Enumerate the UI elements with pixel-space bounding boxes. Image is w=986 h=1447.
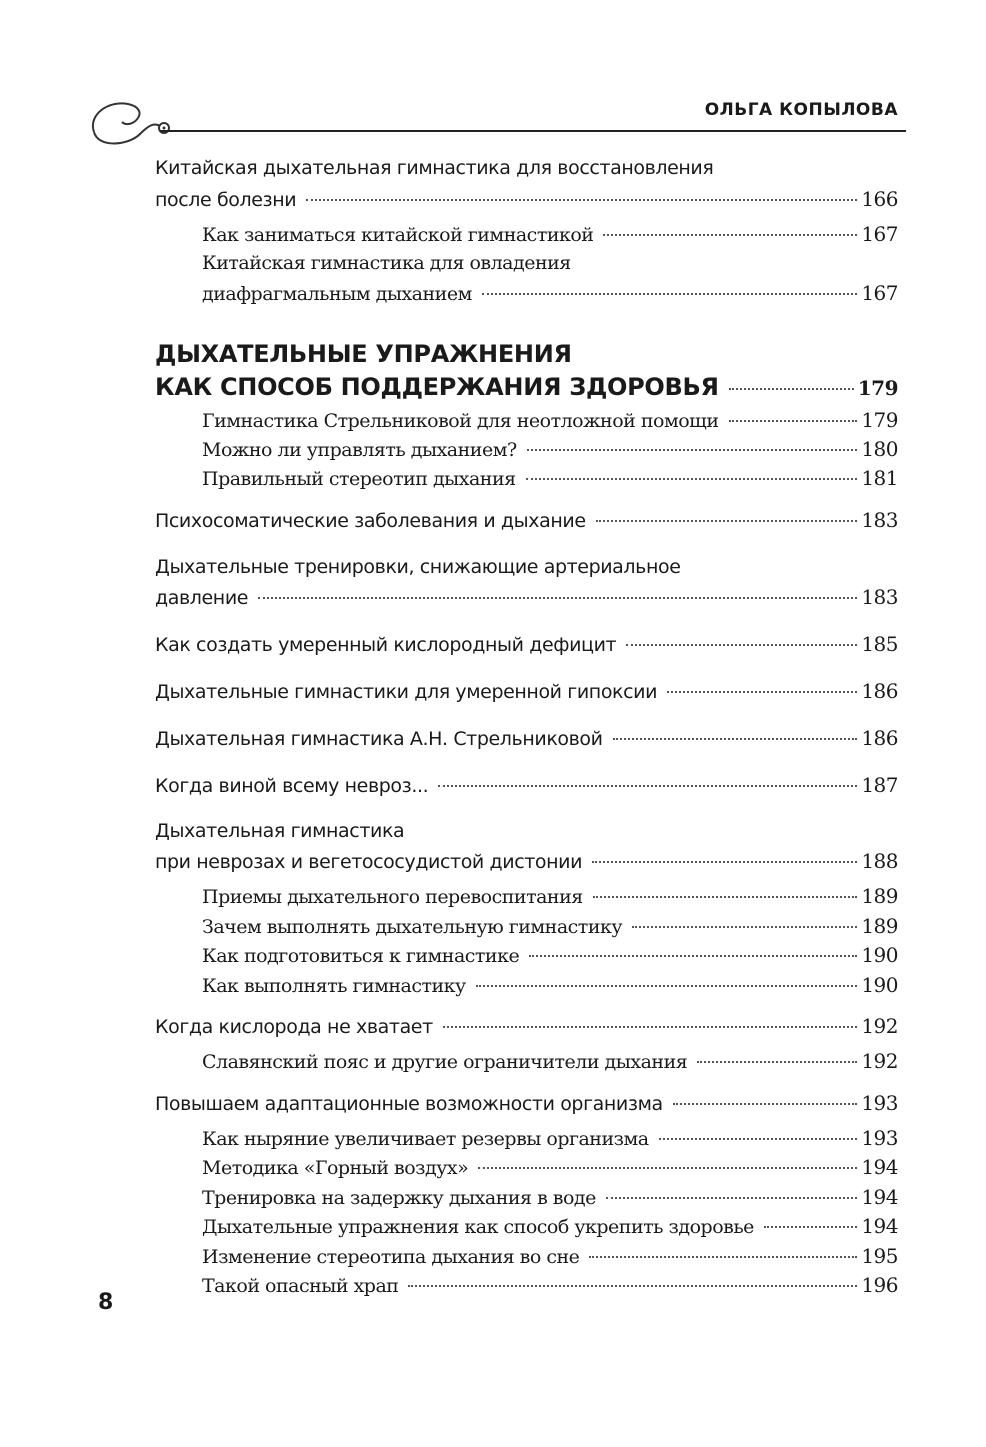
leader-dots	[589, 1256, 857, 1258]
toc-chapter[interactable]	[155, 340, 898, 368]
toc-entry[interactable]	[155, 849, 898, 873]
toc-entry-title: Как ныряние увеличивает резервы организма	[202, 1128, 649, 1150]
toc-entry[interactable]	[155, 585, 898, 609]
toc-entry-title: Психосоматические заболевания и дыхание	[155, 510, 586, 532]
toc-subentry[interactable]	[202, 1126, 898, 1150]
leader-dots	[626, 644, 857, 646]
toc-entry-page: 180	[861, 437, 898, 461]
running-header-author: ОЛЬГА КОПЫЛОВА	[704, 100, 898, 120]
leader-dots	[606, 1197, 857, 1199]
toc-entry-page: 194	[861, 1155, 898, 1179]
leader-dots	[482, 293, 857, 295]
toc-subentry[interactable]	[202, 914, 898, 938]
toc-entry-title: давление	[155, 587, 249, 609]
toc-entry-page: 166	[861, 187, 898, 211]
toc-entry-title: Китайская гимнастика для овладения	[202, 252, 571, 274]
toc-entry-page: 190	[861, 943, 898, 967]
toc-entry-title: диафрагмальным дыханием	[202, 283, 472, 305]
toc-subentry[interactable]	[202, 1214, 898, 1238]
toc-entry[interactable]	[155, 556, 898, 578]
toc-entry[interactable]	[155, 1091, 898, 1115]
leader-dots	[596, 520, 858, 522]
toc-entry[interactable]	[155, 187, 898, 211]
toc-subentry[interactable]	[202, 1049, 898, 1073]
toc-entry-title: Дыхательная гимнастика	[155, 820, 405, 842]
toc-subentry[interactable]	[202, 973, 898, 997]
toc-entry-page: 193	[861, 1126, 898, 1150]
toc-entry-title: Изменение стереотипа дыхания во сне	[202, 1246, 580, 1268]
toc-entry[interactable]	[155, 1014, 898, 1038]
toc-entry-title: Зачем выполнять дыхательную гимнастику	[202, 916, 623, 938]
toc-entry-title: Китайская дыхательная гимнастика для восстановления	[155, 157, 714, 179]
leader-dots	[729, 388, 854, 390]
toc-entry[interactable]	[155, 508, 898, 532]
leader-dots	[603, 234, 857, 236]
toc-entry-page: 187	[861, 773, 898, 797]
stethoscope-icon	[78, 90, 188, 160]
toc-entry[interactable]	[155, 773, 898, 797]
leader-dots	[527, 449, 858, 451]
toc-entry-title: Приемы дыхательного перевоспитания	[202, 886, 583, 908]
toc-chapter-title: ДЫХАТЕЛЬНЫЕ УПРАЖНЕНИЯ	[155, 340, 572, 368]
toc-entry-title: Когда кислорода не хватает	[155, 1016, 433, 1038]
toc-entry-page: 193	[861, 1091, 898, 1115]
toc-subentry[interactable]	[202, 943, 898, 967]
toc-entry-page: 190	[861, 973, 898, 997]
leader-dots	[526, 478, 858, 480]
toc-entry-title: при неврозах и вегетососудистой дистонии	[155, 851, 583, 873]
toc-entry-title: Когда виной всему невроз...	[155, 775, 429, 797]
toc-entry-page: 186	[861, 679, 898, 703]
leader-dots	[613, 738, 858, 740]
toc-entry-title: Повышаем адаптационные возможности организма	[155, 1093, 663, 1115]
toc-subentry[interactable]	[202, 437, 898, 461]
toc-entry-page: 183	[861, 585, 898, 609]
leader-dots	[667, 691, 857, 693]
leader-dots	[476, 985, 858, 987]
toc-entry-title: Можно ли управлять дыханием?	[202, 439, 517, 461]
leader-dots	[529, 955, 857, 957]
toc-entry-title: Дыхательные тренировки, снижающие артериальное	[155, 556, 681, 578]
leader-dots	[659, 1138, 858, 1140]
toc-entry-page: 181	[861, 466, 898, 490]
leader-dots	[764, 1226, 857, 1228]
toc-subentry[interactable]	[202, 281, 898, 305]
toc-subentry[interactable]	[202, 408, 898, 432]
toc-entry-page: 195	[861, 1244, 898, 1268]
toc-entry-page: 188	[861, 849, 898, 873]
toc-subentry[interactable]	[202, 222, 898, 246]
toc-subentry[interactable]	[202, 1244, 898, 1268]
toc-chapter-title: КАК СПОСОБ ПОДДЕРЖАНИЯ ЗДОРОВЬЯ	[155, 373, 719, 401]
toc-entry[interactable]	[155, 157, 898, 179]
toc-entry-page: 179	[857, 376, 898, 400]
leader-dots	[478, 1167, 857, 1169]
leader-dots	[729, 420, 858, 422]
toc-entry-page: 179	[861, 408, 898, 432]
toc-entry-page: 189	[861, 884, 898, 908]
toc-subentry[interactable]	[202, 466, 898, 490]
toc-entry-page: 183	[861, 508, 898, 532]
leader-dots	[408, 1285, 857, 1287]
leader-dots	[443, 1026, 858, 1028]
leader-dots	[438, 785, 857, 787]
toc-entry-title: Как заниматься китайской гимнастикой	[202, 224, 594, 246]
toc-entry-title: Такой опасный храп	[202, 1275, 399, 1297]
toc-subentry[interactable]	[202, 884, 898, 908]
toc-entry-page: 186	[861, 726, 898, 750]
page-number: 8	[98, 1290, 114, 1315]
toc-entry-title: Как создать умеренный кислородный дефицит	[155, 634, 617, 656]
toc-subentry[interactable]	[202, 1273, 898, 1297]
toc-entry-title: Как подготовиться к гимнастике	[202, 945, 520, 967]
toc-entry-page: 185	[861, 632, 898, 656]
toc-entry-page: 167	[861, 281, 898, 305]
leader-dots	[593, 896, 858, 898]
toc-entry[interactable]	[155, 632, 898, 656]
leader-dots	[697, 1061, 857, 1063]
leader-dots	[592, 861, 857, 863]
toc-entry-title: Гимнастика Стрельниковой для неотложной помощи	[202, 410, 719, 432]
leader-dots	[306, 199, 857, 201]
leader-dots	[673, 1103, 858, 1105]
toc-entry-page: 189	[861, 914, 898, 938]
toc-entry-title: Тренировка на задержку дыхания в воде	[202, 1187, 596, 1209]
toc-entry-page: 192	[861, 1014, 898, 1038]
toc-entry-title: Дыхательные гимнастики для умеренной гипоксии	[155, 681, 658, 703]
toc-entry-title: Дыхательные упражнения как способ укрепить здоровье	[202, 1216, 754, 1238]
toc-subentry[interactable]	[202, 1155, 898, 1179]
leader-dots	[258, 597, 857, 599]
toc-entry-title: Как выполнять гимнастику	[202, 975, 466, 997]
header-rule	[160, 130, 906, 132]
toc-entry[interactable]	[155, 726, 898, 750]
toc-chapter[interactable]	[155, 373, 898, 401]
toc-entry-title: Методика «Горный воздух»	[202, 1157, 469, 1179]
toc-entry-title: Славянский пояс и другие ограничители дыхания	[202, 1051, 688, 1073]
toc-entry-page: 192	[861, 1049, 898, 1073]
toc-subentry[interactable]	[202, 252, 898, 274]
toc-entry-page: 194	[861, 1214, 898, 1238]
toc-entry-title: после болезни	[155, 189, 297, 211]
toc-entry-page: 167	[861, 222, 898, 246]
toc-entry-title: Дыхательная гимнастика А.Н. Стрельниковой	[155, 728, 603, 750]
leader-dots	[632, 926, 857, 928]
toc-entry-page: 194	[861, 1185, 898, 1209]
toc-entry[interactable]	[155, 679, 898, 703]
toc-entry-title: Правильный стереотип дыхания	[202, 468, 516, 490]
toc-entry[interactable]	[155, 820, 898, 842]
toc-entry-page: 196	[861, 1273, 898, 1297]
toc-subentry[interactable]	[202, 1185, 898, 1209]
